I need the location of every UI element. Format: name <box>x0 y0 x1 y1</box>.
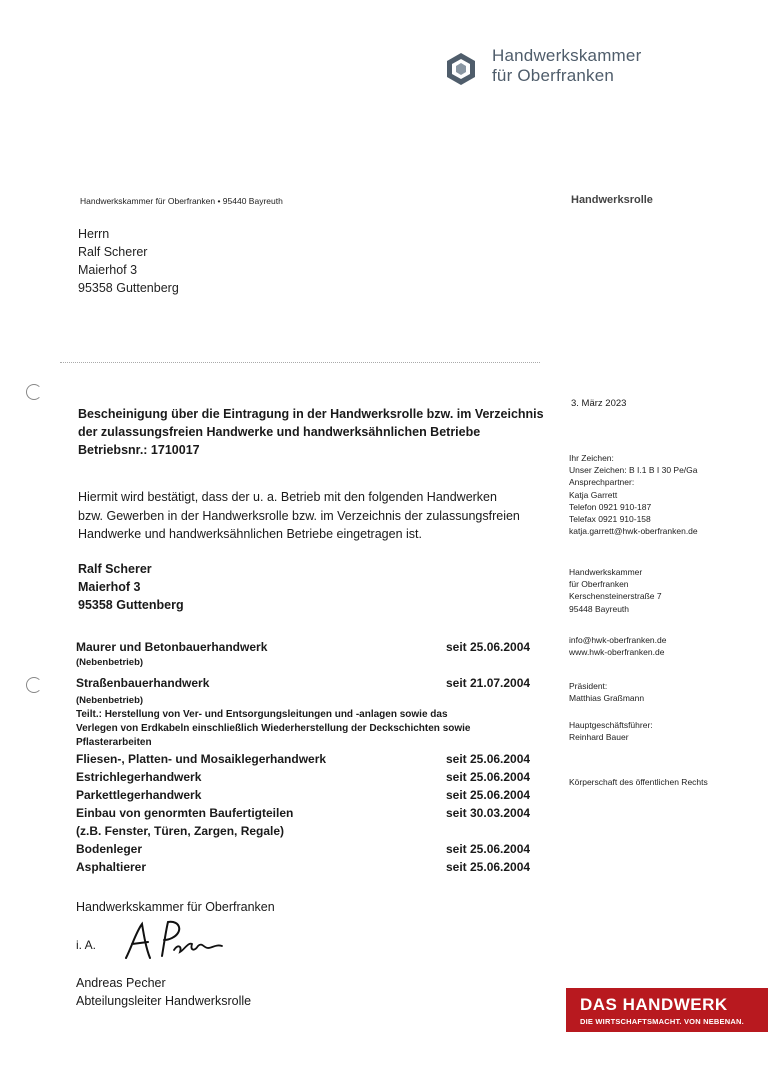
title-line1: Bescheinigung über die Eintragung in der Handwerksrolle bzw. im Verzeichnis <box>78 407 544 421</box>
company-name: Ralf Scherer <box>78 562 152 576</box>
intro-line: Handwerke und handwerksähnlichen Betriebe eingetragen ist. <box>78 527 422 541</box>
signer-role: Abteilungsleiter Handwerksrolle <box>76 994 252 1008</box>
banner-title: DAS HANDWERK <box>580 995 728 1014</box>
trade-name: Bodenleger <box>76 842 143 856</box>
trade-row <box>76 840 546 858</box>
fold-line <box>60 362 540 363</box>
sidebar-org-address <box>569 566 662 615</box>
contact-label: Ansprechpartner: <box>569 477 635 488</box>
recipient-name: Ralf Scherer <box>78 245 148 259</box>
intro-line: Hiermit wird bestätigt, dass der u. a. Betrieb mit den folgenden Handwerken <box>78 490 497 504</box>
trade-row <box>76 858 546 876</box>
trade-since: seit 25.06.2004 <box>446 860 531 874</box>
trade-name: Maurer und Betonbauerhandwerk <box>76 640 268 654</box>
restriction-line: Teilt.: Herstellung von Ver- und Entsorgungsleitungen und -anlagen sowie das <box>76 709 448 720</box>
trade-since: seit 21.07.2004 <box>446 676 531 690</box>
letterhead-line1: Handwerkskammer <box>492 46 642 65</box>
sidebar-ceo <box>569 719 653 743</box>
president-name: Matthias Graßmann <box>569 693 645 704</box>
intro-paragraph <box>78 488 548 544</box>
sidebar-reference <box>569 452 698 537</box>
trade-row <box>76 786 546 804</box>
trade-name: Estrichlegerhandwerk <box>76 770 202 784</box>
document-title <box>78 405 568 459</box>
trade-name: Straßenbauerhandwerk <box>76 676 210 690</box>
restriction-line: Verlegen von Erdkabeln einschließlich Wiederherstellung der Deckschichten sowie <box>76 723 471 734</box>
org-city: 95448 Bayreuth <box>569 603 630 614</box>
trade-row <box>76 804 546 822</box>
trade-since: seit 25.06.2004 <box>446 842 531 856</box>
org-line: für Oberfranken <box>569 579 629 590</box>
contact-name: Katja Garrett <box>569 489 618 500</box>
ceo-label: Hauptgeschäftsführer: <box>569 720 653 730</box>
trade-name: Asphaltierer <box>76 860 147 874</box>
recipient-address <box>78 225 179 297</box>
trade-since: seit 25.06.2004 <box>446 770 531 784</box>
letter-date: 3. März 2023 <box>571 398 627 409</box>
restriction-line: Pflasterarbeiten <box>76 737 152 748</box>
contact-fax: Telefax 0921 910-158 <box>569 514 651 525</box>
title-line2: der zulassungsfreien Handwerke und handwerksähnlichen Betriebe <box>78 425 481 439</box>
signer-block <box>76 974 251 1010</box>
letterhead-org-name <box>492 46 641 86</box>
trade-row <box>76 750 546 768</box>
trade-note: (Nebenbetrieb) <box>76 695 144 706</box>
trade-row <box>76 822 546 840</box>
handwritten-signature <box>118 916 228 966</box>
org-line: Handwerkskammer <box>569 567 643 577</box>
trade-since: seit 25.06.2004 <box>446 752 531 766</box>
department-label: Handwerksrolle <box>571 194 653 206</box>
punch-hole <box>26 384 42 400</box>
trade-since: seit 25.06.2004 <box>446 788 531 802</box>
trades-list <box>76 638 546 876</box>
company-city: 95358 Guttenberg <box>78 598 184 612</box>
trade-note: (Nebenbetrieb) <box>76 657 144 668</box>
unser-zeichen: Unser Zeichen: B I.1 B I 30 Pe/Ga <box>569 465 698 476</box>
trade-name: (z.B. Fenster, Türen, Zargen, Regale) <box>76 824 285 838</box>
trade-since: seit 30.03.2004 <box>446 806 531 820</box>
on-behalf-label: i. A. <box>76 938 97 952</box>
trade-name: Einbau von genormten Baufertigteilen <box>76 806 294 820</box>
recipient-city: 95358 Guttenberg <box>78 281 179 295</box>
signer-name: Andreas Pecher <box>76 976 166 990</box>
president-label: Präsident: <box>569 681 608 691</box>
trade-row <box>76 768 546 786</box>
recipient-street: Maierhof 3 <box>78 263 138 277</box>
banner-subtitle: DIE WIRTSCHAFTSMACHT. VON NEBENAN. <box>580 1017 744 1026</box>
company-street: Maierhof 3 <box>78 580 141 594</box>
trade-name: Parkettlegerhandwerk <box>76 788 202 802</box>
sidebar-president <box>569 680 644 704</box>
contact-phone: Telefon 0921 910-187 <box>569 501 652 512</box>
company-address <box>78 560 184 614</box>
sidebar-web <box>569 634 666 658</box>
ceo-name: Reinhard Bauer <box>569 732 629 743</box>
sender-line: Handwerkskammer für Oberfranken • 95440 Bayreuth <box>80 196 283 206</box>
org-street: Kerschensteinerstraße 7 <box>569 591 662 602</box>
trade-row <box>76 638 546 656</box>
hwk-logo-icon <box>444 52 478 86</box>
closing-org: Handwerkskammer für Oberfranken <box>76 900 275 914</box>
contact-email[interactable]: katja.garrett@hwk-oberfranken.de <box>569 526 698 537</box>
website-link[interactable]: www.hwk-oberfranken.de <box>569 647 665 658</box>
ihr-zeichen: Ihr Zeichen: <box>569 453 614 463</box>
handwerk-banner <box>566 988 768 1032</box>
trade-row <box>76 674 546 692</box>
intro-line: bzw. Gewerben in der Handwerksrolle bzw. im Verzeichnis der zulassungsfreien <box>78 508 520 523</box>
recipient-salutation: Herrn <box>78 227 110 241</box>
trade-restriction <box>76 708 546 750</box>
trade-since: seit 25.06.2004 <box>446 640 531 654</box>
info-email-link[interactable]: info@hwk-oberfranken.de <box>569 635 667 645</box>
punch-hole <box>26 677 42 693</box>
letterhead-line2: für Oberfranken <box>492 66 615 85</box>
business-number: Betriebsnr.: 1710017 <box>78 443 200 457</box>
trade-name: Fliesen-, Platten- und Mosaiklegerhandwerk <box>76 752 327 766</box>
sidebar-legal: Körperschaft des öffentlichen Rechts <box>569 777 708 787</box>
